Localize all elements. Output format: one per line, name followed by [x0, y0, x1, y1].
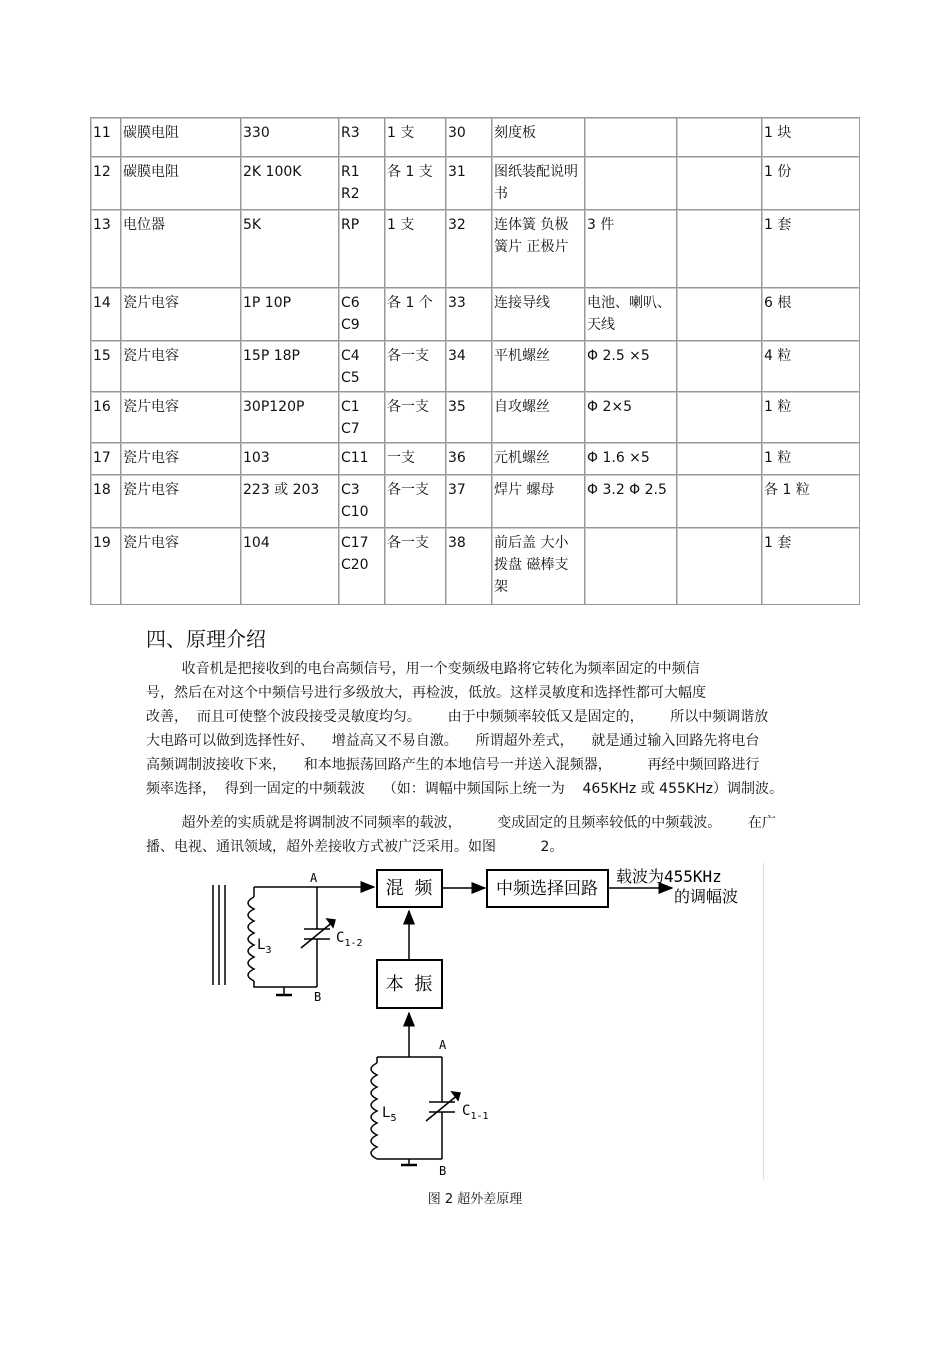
item-qty-b: 4 粒	[762, 341, 860, 392]
item-spec: 15P 18P	[241, 341, 339, 392]
table-row	[91, 118, 860, 157]
item-ref: C4 C5	[339, 341, 385, 392]
item-number-b: 33	[446, 288, 492, 341]
node-a-bottom-label: A	[439, 1038, 447, 1052]
item-spec: 30P120P	[241, 392, 339, 443]
node-a-top-label: A	[310, 871, 318, 885]
principle-paragraph-1	[146, 657, 816, 801]
principle-paragraph-2	[146, 811, 816, 859]
item-number-b: 31	[446, 157, 492, 210]
item-number-b: 37	[446, 475, 492, 528]
item-extra-b	[677, 528, 762, 605]
item-number: 13	[91, 210, 121, 288]
c12-label: $C_{1-2}$	[336, 930, 363, 949]
item-spec: 1P 10P	[241, 288, 339, 341]
item-qty: 1 支	[385, 118, 446, 157]
item-number: 11	[91, 118, 121, 157]
item-spec-b: Φ 3.2 Φ 2.5	[585, 475, 677, 528]
table-row	[91, 288, 860, 341]
item-qty: 各一支	[385, 528, 446, 605]
l5-label: $L_5$	[382, 1105, 397, 1124]
l3-coil	[248, 897, 254, 981]
item-qty: 各 1 个	[385, 288, 446, 341]
item-number-b: 35	[446, 392, 492, 443]
item-name-b: 图纸装配说明书	[492, 157, 585, 210]
item-ref: C6 C9	[339, 288, 385, 341]
output-label-line2: 的调幅波	[674, 887, 739, 906]
item-spec: 330	[241, 118, 339, 157]
item-ref: R3	[339, 118, 385, 157]
item-extra-b	[677, 157, 762, 210]
item-extra-b	[677, 443, 762, 475]
diagram-svg	[186, 863, 763, 1180]
item-number-b: 34	[446, 341, 492, 392]
item-name-b: 刻度板	[492, 118, 585, 157]
item-name: 碳膜电阻	[121, 157, 241, 210]
table-row	[91, 443, 860, 475]
item-qty: 各一支	[385, 392, 446, 443]
item-extra-b	[677, 288, 762, 341]
item-spec-b: Φ 1.6 ×5	[585, 443, 677, 475]
table-row	[91, 528, 860, 605]
item-spec-b	[585, 157, 677, 210]
paragraph-line: 频率选择， 得到一固定的中频载波 （如：调幅中频国际上统一为 465KHz 或 455KHz）调制波。	[146, 781, 783, 797]
item-spec-b	[585, 118, 677, 157]
item-extra-b	[677, 475, 762, 528]
item-name-b: 连接导线	[492, 288, 585, 341]
paragraph-line: 高频调制波接收下来， 和本地振荡回路产生的本地信号一并送入混频器， 再经中频回路进行	[146, 757, 760, 773]
item-qty-b: 1 粒	[762, 443, 860, 475]
parts-table	[90, 117, 860, 605]
item-spec: 223 或 203	[241, 475, 339, 528]
item-ref: C17 C20	[339, 528, 385, 605]
item-number: 12	[91, 157, 121, 210]
item-spec-b: 3 件	[585, 210, 677, 288]
table-row	[91, 157, 860, 210]
item-number-b: 36	[446, 443, 492, 475]
item-number-b: 38	[446, 528, 492, 605]
item-spec-b	[585, 528, 677, 605]
l3-label: $L_3$	[257, 937, 272, 956]
table-row	[91, 210, 860, 288]
item-ref: RP	[339, 210, 385, 288]
item-name: 瓷片电容	[121, 392, 241, 443]
item-qty: 各一支	[385, 475, 446, 528]
item-spec: 103	[241, 443, 339, 475]
item-extra-b	[677, 341, 762, 392]
item-spec-b: 电池、喇叭、天线	[585, 288, 677, 341]
mixer-label: 混 频	[385, 878, 433, 899]
item-spec: 2K 100K	[241, 157, 339, 210]
item-name-b: 元机螺丝	[492, 443, 585, 475]
item-name: 瓷片电容	[121, 288, 241, 341]
paragraph-line: 改善， 而且可使整个波段接受灵敏度均匀。 由于中频频率较低又是固定的， 所以中频调谐放	[146, 709, 769, 725]
item-ref: C11	[339, 443, 385, 475]
paragraph-line: 播、电视、通讯领域，超外差接收方式被广泛采用。如图 2。	[146, 839, 564, 855]
item-qty: 各一支	[385, 341, 446, 392]
item-name-b: 前后盖 大小拨盘 磁棒支架	[492, 528, 585, 605]
output-label-line1: 载波为455KHz	[616, 867, 722, 886]
item-qty: 各 1 支	[385, 157, 446, 210]
parts-table-body	[91, 118, 860, 605]
c11-label: $C_{1-1}$	[462, 1103, 489, 1122]
item-name: 碳膜电阻	[121, 118, 241, 157]
node-b-top-label: B	[314, 990, 322, 1004]
item-qty-b: 1 份	[762, 157, 860, 210]
item-name-b: 连体簧 负极簧片 正极片	[492, 210, 585, 288]
item-qty-b: 1 套	[762, 528, 860, 605]
item-extra-b	[677, 210, 762, 288]
section-title: 四、原理介绍	[146, 627, 266, 651]
if-selection-label: 中频选择回路	[496, 879, 598, 899]
table-row	[91, 392, 860, 443]
item-qty: 一支	[385, 443, 446, 475]
paragraph-line: 大电路可以做到选择性好、 增益高又不易自激。 所谓超外差式， 就是通过输入回路先将电台	[146, 733, 760, 749]
superheterodyne-diagram	[186, 863, 764, 1180]
item-extra-b	[677, 392, 762, 443]
item-qty-b: 1 套	[762, 210, 860, 288]
l5-coil	[371, 1063, 377, 1159]
paragraph-line: 收音机是把接收到的电台高频信号，用一个变频级电路将它转化为频率固定的中频信	[146, 661, 700, 677]
item-name: 瓷片电容	[121, 341, 241, 392]
item-name-b: 自攻螺丝	[492, 392, 585, 443]
item-number: 14	[91, 288, 121, 341]
item-spec-b: Φ 2.5 ×5	[585, 341, 677, 392]
item-number: 15	[91, 341, 121, 392]
item-name: 电位器	[121, 210, 241, 288]
item-spec-b: Φ 2×5	[585, 392, 677, 443]
item-spec: 104	[241, 528, 339, 605]
paragraph-line: 号，然后在对这个中频信号进行多级放大，再检波，低放。这样灵敏度和选择性都可大幅度	[146, 685, 706, 701]
local-oscillator-label: 本 振	[385, 974, 433, 995]
item-number: 18	[91, 475, 121, 528]
paragraph-line: 超外差的实质就是将调制波不同频率的载波， 变成固定的且频率较低的中频载波。 在广	[146, 815, 776, 831]
item-ref: C1 C7	[339, 392, 385, 443]
table-row	[91, 475, 860, 528]
item-ref: R1 R2	[339, 157, 385, 210]
item-ref: C3 C10	[339, 475, 385, 528]
item-name: 瓷片电容	[121, 443, 241, 475]
item-number: 17	[91, 443, 121, 475]
item-qty: 1 支	[385, 210, 446, 288]
table-row	[91, 341, 860, 392]
item-name-b: 焊片 螺母	[492, 475, 585, 528]
item-extra-b	[677, 118, 762, 157]
node-b-bottom-label: B	[439, 1164, 447, 1178]
item-name: 瓷片电容	[121, 475, 241, 528]
item-name-b: 平机螺丝	[492, 341, 585, 392]
figure-caption: 图 2 超外差原理	[427, 1192, 523, 1207]
item-number: 19	[91, 528, 121, 605]
item-qty-b: 各 1 粒	[762, 475, 860, 528]
oscillator-tank-circuit	[371, 1013, 460, 1165]
item-number-b: 30	[446, 118, 492, 157]
item-spec: 5K	[241, 210, 339, 288]
item-qty-b: 6 根	[762, 288, 860, 341]
item-qty-b: 1 粒	[762, 392, 860, 443]
ferrite-rod	[213, 885, 225, 985]
item-number-b: 32	[446, 210, 492, 288]
item-name: 瓷片电容	[121, 528, 241, 605]
item-number: 16	[91, 392, 121, 443]
item-qty-b: 1 块	[762, 118, 860, 157]
